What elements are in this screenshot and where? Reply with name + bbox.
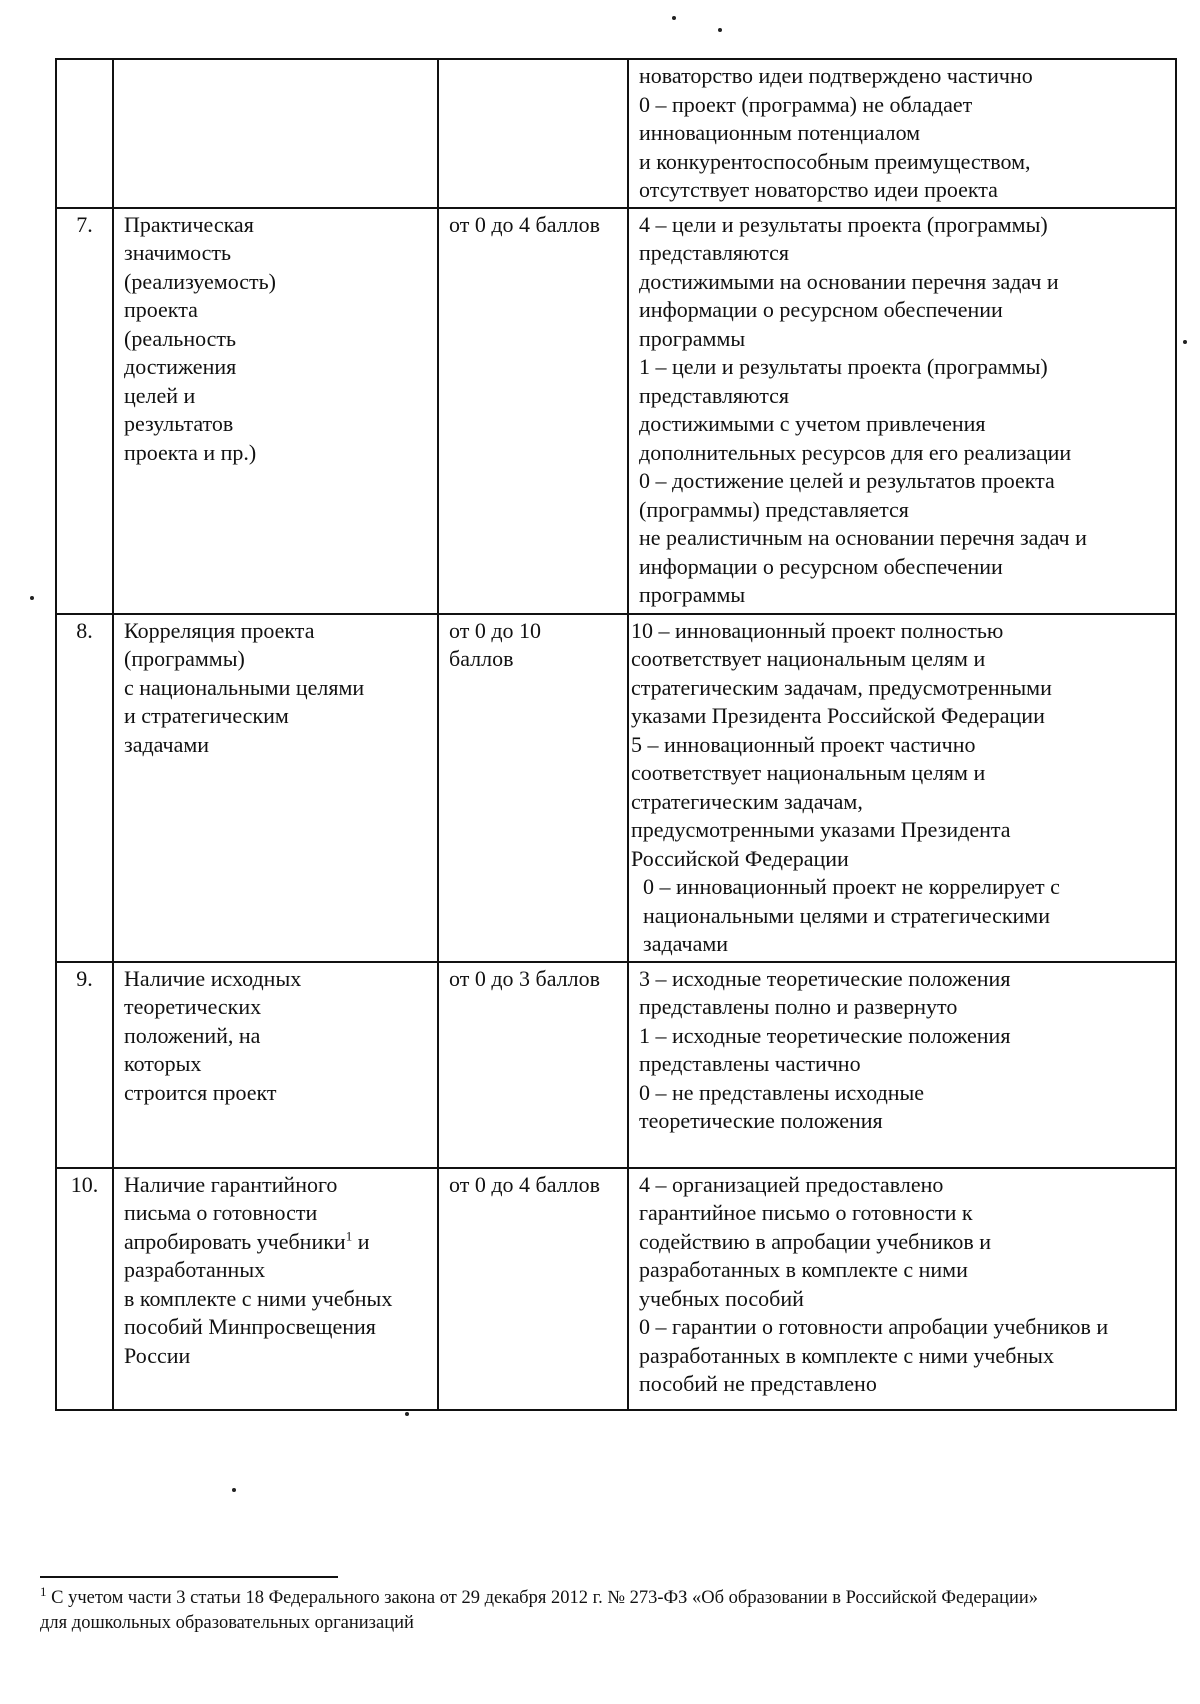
- description-cell: [628, 208, 1176, 614]
- description-line: достижимыми с учетом привлечения: [639, 411, 986, 436]
- footnote: [40, 1583, 1190, 1636]
- description-line: новаторство идеи подтверждено частично: [639, 63, 1033, 88]
- footnote-line: для дошкольных образовательных организаций: [40, 1613, 414, 1633]
- criterion-line: проекта и пр.): [124, 439, 257, 465]
- description-line: 4 – организацией предоставлено: [639, 1171, 944, 1197]
- criterion-line: и стратегическим: [124, 703, 289, 728]
- description-line: 5 – инновационный проект частично: [631, 731, 976, 757]
- description-line: (программы) представляется: [639, 496, 909, 522]
- description-line: предусмотренными указами Президента: [631, 817, 1011, 842]
- description-line: 4 – цели и результаты проекта (программы): [639, 211, 1048, 237]
- criterion-line: Наличие исходных: [124, 965, 302, 991]
- row-number: [56, 59, 113, 208]
- criterion-line: с национальными целями: [124, 674, 365, 700]
- description-line: 0 – инновационный проект не коррелирует с: [643, 874, 1060, 899]
- description-line: 0 – достижение целей и результатов проекта: [639, 468, 1055, 493]
- criterion-line: достижения: [124, 354, 237, 379]
- table-row: [56, 962, 1176, 1168]
- criterion-line: положений, на: [124, 1022, 261, 1048]
- description-line: соответствует национальным целям и: [631, 760, 986, 785]
- footnote-text: С учетом части 3 статьи 18 Федерального закона от 29 декабря 2012 г. № 273-ФЗ «Об образовании в Российской Федерации»: [46, 1588, 1039, 1608]
- criterion-line: разработанных: [124, 1257, 266, 1282]
- score-range-cell: от 0 до 3 баллов: [438, 962, 628, 1168]
- footnote-marker: 1: [40, 1583, 47, 1599]
- description-line: указами Президента Российской Федерации: [631, 703, 1045, 728]
- description-line: представляются: [639, 240, 789, 265]
- criterion-line: в комплекте с ними учебных: [124, 1285, 393, 1311]
- description-cell: [628, 962, 1176, 1168]
- description-line: не реалистичным на основании перечня задач и: [639, 525, 1087, 550]
- criterion-line: пособий Минпросвещения: [124, 1314, 376, 1339]
- description-line: разработанных в комплекте с ними учебных: [639, 1342, 1054, 1368]
- row-number: 9.: [56, 962, 113, 1168]
- description-line: стратегическим задачам,: [631, 788, 863, 814]
- row-number: 10.: [56, 1168, 113, 1410]
- description-line: инновационным потенциалом: [639, 120, 921, 145]
- table-row: [56, 614, 1176, 962]
- description-line: 3 – исходные теоретические положения: [639, 965, 1011, 991]
- description-line: и конкурентоспособным преимуществом,: [639, 148, 1031, 174]
- description-line: национальными целями и стратегическими: [643, 902, 1050, 928]
- score-range-cell: от 0 до 4 баллов: [438, 208, 628, 614]
- criterion-line: России: [124, 1342, 191, 1368]
- footnote-separator: [40, 1576, 338, 1578]
- criterion-line: результатов: [124, 411, 234, 436]
- description-line: учебных пособий: [639, 1285, 804, 1311]
- criterion-line: целей и: [124, 382, 196, 408]
- criterion-cell: [113, 1168, 438, 1410]
- table-row: [56, 1168, 1176, 1410]
- footnote-line: [40, 1583, 1190, 1611]
- score-range-cell: от 0 до 10 баллов: [438, 614, 628, 962]
- description-line: представлены полно и развернуто: [639, 994, 958, 1019]
- description-cell: [628, 614, 1176, 962]
- description-line: достижимыми на основании перечня задач и: [639, 268, 1059, 294]
- description-cell: [628, 1168, 1176, 1410]
- footnote-ref: 1: [345, 1228, 353, 1244]
- table-row: [56, 208, 1176, 614]
- description-line: представляются: [639, 382, 789, 408]
- criterion-line: значимость: [124, 240, 232, 265]
- criterion-line: задачами: [124, 731, 210, 757]
- description-line: Российской Федерации: [631, 845, 849, 871]
- criterion-line: Практическая: [124, 211, 254, 237]
- description-line: 10 – инновационный проект полностью: [631, 617, 1004, 643]
- criterion-line: проекта: [124, 297, 198, 322]
- description-line: гарантийное письмо о готовности к: [639, 1200, 973, 1225]
- criterion-line: (реализуемость): [124, 268, 276, 294]
- criterion-line: теоретических: [124, 994, 262, 1019]
- description-line: отсутствует новаторство идеи проекта: [639, 177, 998, 202]
- description-line: 1 – цели и результаты проекта (программы): [639, 354, 1048, 379]
- criterion-line: Корреляция проекта: [124, 617, 315, 643]
- scan-speck: [405, 1412, 409, 1416]
- criterion-text: и: [352, 1228, 370, 1254]
- scan-speck: [718, 28, 722, 32]
- criterion-text: апробировать учебники: [124, 1228, 346, 1254]
- criterion-line: строится проект: [124, 1079, 277, 1105]
- description-line: дополнительных ресурсов для его реализации: [639, 439, 1072, 465]
- scan-speck: [232, 1488, 236, 1492]
- description-line: 0 – проект (программа) не обладает: [639, 91, 973, 117]
- description-line: соответствует национальным целям и: [631, 646, 986, 671]
- row-number: 8.: [56, 614, 113, 962]
- description-line: содействию в апробации учебников и: [639, 1228, 992, 1254]
- description-line: информации о ресурсном обеспечении: [639, 553, 1003, 579]
- scan-speck: [672, 16, 676, 20]
- criterion-line: письма о готовности: [124, 1200, 318, 1225]
- criterion-cell: [113, 614, 438, 962]
- description-line: разработанных в комплекте с ними: [639, 1257, 968, 1282]
- score-range-cell: [438, 59, 628, 208]
- criterion-line: [124, 1228, 429, 1257]
- criteria-table: [55, 58, 1177, 1411]
- criterion-cell: [113, 962, 438, 1168]
- criterion-line: Наличие гарантийного: [124, 1171, 338, 1197]
- description-line: стратегическим задачам, предусмотренными: [631, 674, 1052, 700]
- description-line: 1 – исходные теоретические положения: [639, 1022, 1011, 1048]
- score-range-cell: от 0 до 4 баллов: [438, 1168, 628, 1410]
- description-line: 0 – гарантии о готовности апробации учебников и: [639, 1314, 1109, 1339]
- table-row: [56, 59, 1176, 208]
- scan-speck: [1183, 340, 1187, 344]
- description-line: пособий не представлено: [639, 1371, 877, 1396]
- scan-speck: [30, 596, 34, 600]
- row-number: 7.: [56, 208, 113, 614]
- criterion-line: (реальность: [124, 325, 237, 351]
- description-line: задачами: [643, 931, 729, 956]
- description-line: представлены частично: [639, 1051, 861, 1076]
- description-line: информации о ресурсном обеспечении: [639, 297, 1003, 322]
- criterion-line: (программы): [124, 646, 245, 671]
- description-line: теоретические положения: [639, 1108, 883, 1133]
- description-line: программы: [639, 582, 746, 607]
- criterion-line: которых: [124, 1051, 202, 1076]
- criterion-cell: [113, 208, 438, 614]
- description-line: 0 – не представлены исходные: [639, 1079, 925, 1105]
- description-cell: [628, 59, 1176, 208]
- description-line: программы: [639, 325, 746, 351]
- criterion-cell: [113, 59, 438, 208]
